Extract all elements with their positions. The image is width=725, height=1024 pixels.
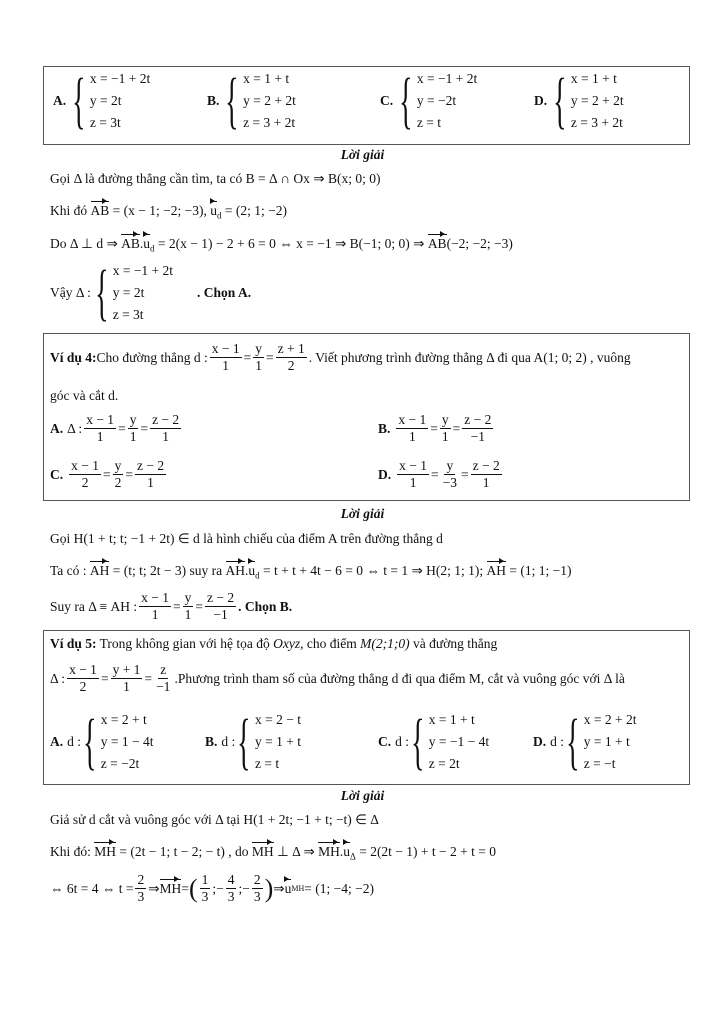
solution-title: Lời giải [340, 147, 385, 162]
ex5-option-b[interactable]: B. d : { x = 2 − t y = 1 + t z = t [205, 708, 302, 776]
ex4-option-a[interactable]: A. Δ : $\frac{x - 1}{1}$ = $\frac{y}{1}$ = $\frac{z - 2}{1}$ [50, 412, 180, 444]
ex5-option-d[interactable]: D. d : { x = 2 + 2t y = 1 + t z = −t [533, 708, 637, 776]
ex5-question-line-1: Ví dụ 5: Trong không gian với hệ tọa độ Oxyz, cho điểm M(2;1;0) và đường thẳng [50, 636, 498, 651]
ex4-option-b[interactable]: B. $\frac{x - 1}{1}$ = $\frac{y}{1}$ = $\frac{z - 2}{-1}$ [378, 412, 492, 444]
ex5-option-c[interactable]: C. d : { x = 1 + t y = −1 − 4t z = 2t [378, 708, 490, 776]
ex4-option-d[interactable]: D. $\frac{x - 1}{1}$ = $\frac{y}{-3}$ = $\frac{z - 2}{1}$ [378, 458, 500, 490]
option-label: B. [207, 93, 220, 108]
ex5-option-a[interactable]: A. d : { x = 2 + t y = 1 − 4t z = −2t [50, 708, 154, 776]
solution-title: Lời giải [340, 506, 385, 521]
ex4-question-line-2: góc và cắt d. [50, 388, 119, 403]
ex4-solution-line-3: Suy ra Δ ≡ AH : $\frac{x - 1}{1}$ = $\frac{y}{1}$ = $\frac{z - 2}{-1}$ . Chọn B. [50, 590, 293, 622]
option-label: D. [534, 93, 548, 108]
ex3-solution-line-2: Khi đó AB = (x − 1; −2; −3), $u_d = (2$; 1; −2) [50, 203, 287, 221]
ex5-solution-line-2: Khi đó: MH = (2t − 1; t − 2; − t) , do MH ⊥ Δ ⇒ $MH.u_\Delta = 2(2t - 1) + t - 2 + t = 0$ [50, 844, 497, 862]
option-label: C. [380, 93, 394, 108]
ex3-option-a[interactable]: A. { x = −1 + 2t y = 2t z = 3t [53, 67, 151, 135]
ex4-solution-line-1: Gọi H(1 + t; t; −1 + 2t) ∈ d là hình chiếu của điểm A trên đường thẳng d [50, 531, 443, 546]
ex3-option-b[interactable]: B. { x = 1 + t y = 2 + 2t z = 3 + 2t [207, 67, 296, 135]
solution-title: Lời giải [340, 788, 385, 803]
ex3-solution-line-3: Do Δ ⊥ d ⇒ $AB.u_d = 2(x - 1) - 2 + 6 = 0$ ⇔ x = −1 ⇒ B(−1; 0; 0) ⇒ AB(−2; −2; −3) [50, 236, 513, 254]
ex5-question-line-2: Δ : $\frac{x - 1}{2}$ = $\frac{y + 1}{1}$ = $\frac{z}{-1}$ .Phương trình tham số của đường thẳng d đi qua điểm M, cắt và vuông góc với Δ là [50, 662, 625, 694]
ex3-conclusion: Vậy Δ : { x = −1 + 2t y = 2t z = 3t . Chọn A. [50, 259, 252, 327]
ex3-option-d[interactable]: D. { x = 1 + t y = 2 + 2t z = 3 + 2t [534, 67, 624, 135]
ex4-option-c[interactable]: C. $\frac{x - 1}{2}$ = $\frac{y}{2}$ = $\frac{z - 2}{1}$ [50, 458, 165, 490]
option-label: A. [53, 93, 67, 108]
ex5-solution-line-1: Giả sử d cắt và vuông góc với Δ tại H(1 + 2t; −1 + t; −t) ∈ Δ [50, 812, 379, 827]
ex3-option-c[interactable]: C. { x = −1 + 2t y = −2t z = t [380, 67, 478, 135]
ex5-solution-line-3: ⇔ 6t = 4 ⇔ t = $\frac{2}{3}$ ⇒ MH = ( $\frac{1}{3}$ ;− $\frac{4}{3}$ ;− $\frac{2}{3}$ ) ⇒ u MH = (1; −4; −2) [50, 872, 374, 904]
ex4-solution-line-2: Ta có : AH = (t; t; 2t − 3) suy ra $AH.u_d = t + t + 4t - 6 = 0$ ⇔ t = 1 ⇒ H(2; 1; 1); AH = (1; 1; −1) [50, 563, 572, 581]
ex3-solution-line-1: Gọi Δ là đường thẳng cần tìm, ta có B = Δ ∩ Ox ⇒ B(x; 0; 0) [50, 171, 381, 186]
ex4-question-line-1: Ví dụ 4: Cho đường thẳng d : $\frac{x - 1}{1}$ = $\frac{y}{1}$ = $\frac{z + 1}{2}$ . Viết phương trình đường thẳng Δ đi qua A(1; 0; 2) , vuông [50, 341, 631, 373]
